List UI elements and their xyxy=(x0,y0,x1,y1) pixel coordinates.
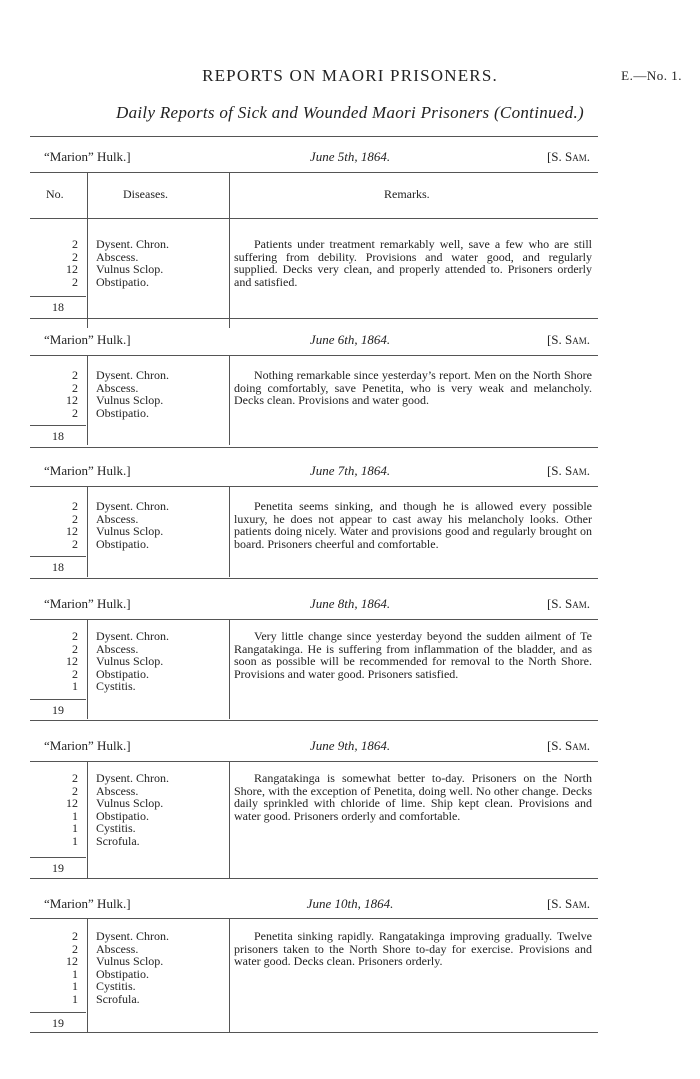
column-divider xyxy=(229,486,230,577)
total-count: 18 xyxy=(52,429,64,443)
diseases-list: Dysent. Chron. Abscess. Vulnus Sclop. Obstipatio. Cystitis. Scrofula. xyxy=(96,929,169,1006)
remarks-text: Very little change since yesterday beyond the sudden ailment of Te Rangatakinga. He is suffering from inflammation of the bladder, and as soon as possible will be recommended for removal to the North Shore. Provisions and water good. Prisoners satisfied. xyxy=(234,629,592,681)
column-divider xyxy=(229,619,230,719)
column-header-diseases: Diseases. xyxy=(123,187,168,201)
remarks-text: Penetita seems sinking, and though he is allowed every possible luxury, he does not appear to cast away his melancholy looks. Other patients doing nicely. Water and provisions good and regularly brought on board. Prisoners cheerful and comfortable. xyxy=(234,499,592,551)
section-end-rule xyxy=(30,720,598,721)
report-date: June 8th, 1864. xyxy=(309,596,391,611)
total-rule xyxy=(30,857,86,858)
report-date: June 6th, 1864. xyxy=(309,332,391,347)
remarks-text: Penetita sinking rapidly. Rangatakinga improving gradually. Twelve prisoners taken to the North Shore to-day for exercise. Provisions and water good. Decks clean. Prisoners orderly. xyxy=(234,929,592,969)
counts-list: 2 2 12 2 xyxy=(66,368,78,420)
column-divider xyxy=(229,172,230,328)
report-date: June 7th, 1864. xyxy=(309,463,391,478)
diseases-list: Dysent. Chron. Abscess. Vulnus Sclop. Obstipatio. xyxy=(96,237,169,289)
total-rule xyxy=(30,556,86,557)
signature: [S. Sam. xyxy=(546,149,590,164)
column-divider xyxy=(229,355,230,445)
vessel-label: “Marion” Hulk.] xyxy=(44,463,131,478)
page-subtitle: Daily Reports of Sick and Wounded Maori Prisoners (Continued.) xyxy=(116,103,584,122)
section-end-rule xyxy=(30,878,598,879)
column-divider xyxy=(87,619,88,719)
vessel-label: “Marion” Hulk.] xyxy=(44,149,131,164)
vessel-label: “Marion” Hulk.] xyxy=(44,738,131,753)
signature: [S. Sam. xyxy=(546,596,590,611)
section-end-rule xyxy=(30,318,598,319)
counts-list: 2 2 12 2 xyxy=(66,499,78,551)
section-rule xyxy=(30,619,598,620)
section-end-rule xyxy=(30,447,598,448)
counts-list: 2 2 12 1 1 1 xyxy=(66,929,78,1006)
total-count: 18 xyxy=(52,300,64,314)
remarks-text: Rangatakinga is somewhat better to-day. Prisoners on the North Shore, with the exception of Penetita, doing well. No other change. Decks daily sprinkled with chloride of lime. Ship kept clean. Provisions and water good. Prisoners orderly and comfortable. xyxy=(234,771,592,823)
signature: [S. Sam. xyxy=(546,463,590,478)
vessel-label: “Marion” Hulk.] xyxy=(44,332,131,347)
counts-list: 2 2 12 2 xyxy=(66,237,78,289)
section-rule xyxy=(30,355,598,356)
header-rule xyxy=(30,218,598,219)
diseases-list: Dysent. Chron. Abscess. Vulnus Sclop. Obstipatio. xyxy=(96,368,169,420)
column-divider xyxy=(87,486,88,577)
vessel-label: “Marion” Hulk.] xyxy=(44,596,131,611)
column-divider xyxy=(87,355,88,445)
remarks-text: Patients under treatment remarkably well, save a few who are still suffering from debility. Provisions and water good, and regularly supplied. Decks very clean, and properly attended to. Prisoners orderly and satisfied. xyxy=(234,237,592,289)
total-count: 19 xyxy=(52,703,64,717)
column-divider xyxy=(87,918,88,1032)
section-rule xyxy=(30,172,598,173)
diseases-list: Dysent. Chron. Abscess. Vulnus Sclop. Obstipatio. Cystitis. Scrofula. xyxy=(96,771,169,848)
column-header-no: No. xyxy=(46,187,64,201)
total-rule xyxy=(30,1012,86,1013)
report-date: June 9th, 1864. xyxy=(309,738,391,753)
section-end-rule xyxy=(30,578,598,579)
counts-list: 2 2 12 1 1 1 xyxy=(66,771,78,848)
section-rule xyxy=(30,761,598,762)
signature: [S. Sam. xyxy=(546,896,590,911)
top-rule xyxy=(30,136,598,137)
section-rule xyxy=(30,918,598,919)
total-rule xyxy=(30,425,86,426)
column-divider xyxy=(229,761,230,878)
column-divider xyxy=(229,918,230,1032)
signature: [S. Sam. xyxy=(546,738,590,753)
remarks-text: Nothing remarkable since yesterday’s report. Men on the North Shore doing comfortably, save Penetita, who is very weak and melancholy. Decks clean. Provisions and water good. xyxy=(234,368,592,408)
vessel-label: “Marion” Hulk.] xyxy=(44,896,131,911)
diseases-list: Dysent. Chron. Abscess. Vulnus Sclop. Obstipatio. xyxy=(96,499,169,551)
page-title: REPORTS ON MAORI PRISONERS. xyxy=(202,66,498,85)
section-end-rule xyxy=(30,1032,598,1033)
report-date: June 10th, 1864. xyxy=(306,896,394,911)
column-divider xyxy=(87,761,88,878)
document-number: E.—No. 1. xyxy=(621,68,682,83)
total-count: 19 xyxy=(52,1016,64,1030)
section-rule xyxy=(30,486,598,487)
report-date: June 5th, 1864. xyxy=(309,149,391,164)
total-rule xyxy=(30,699,86,700)
total-rule xyxy=(30,296,86,297)
total-count: 19 xyxy=(52,861,64,875)
counts-list: 2 2 12 2 1 xyxy=(66,629,78,694)
diseases-list: Dysent. Chron. Abscess. Vulnus Sclop. Obstipatio. Cystitis. xyxy=(96,629,169,694)
column-header-remarks: Remarks. xyxy=(384,187,430,201)
column-divider xyxy=(87,172,88,328)
signature: [S. Sam. xyxy=(546,332,590,347)
total-count: 18 xyxy=(52,560,64,574)
